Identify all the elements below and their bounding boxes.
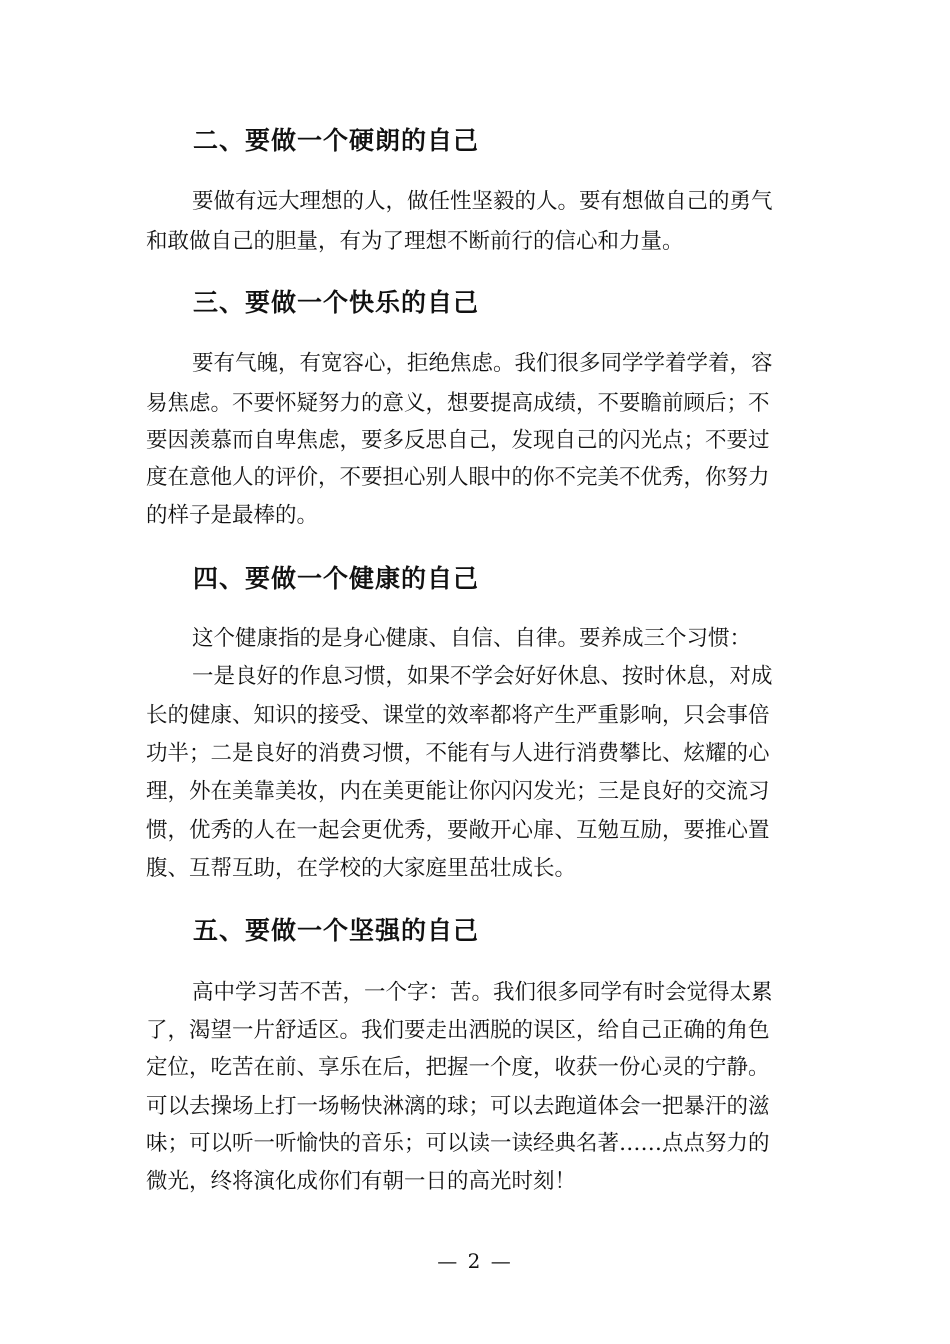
section-heading-5: 五、要做一个坚强的自己 — [193, 916, 480, 945]
paragraph-line: 一是良好的作息习惯，如果不学会好好休息、按时休息，对成 — [192, 664, 773, 689]
paragraph-line: 的样子是最棒的。 — [146, 503, 319, 528]
paragraph-line: 可以去操场上打一场畅快淋漓的球；可以去跑道体会一把暴汗的滋 — [146, 1094, 770, 1119]
paragraph-line: 高中学习苦不苦，一个字：苦。我们很多同学有时会觉得太累 — [192, 980, 773, 1005]
paragraph-line: 长的健康、知识的接受、课堂的效率都将产生严重影响，只会事倍 — [146, 703, 770, 728]
paragraph-line: 度在意他人的评价，不要担心别人眼中的你不完美不优秀，你努力 — [146, 465, 770, 490]
paragraph-line: 定位，吃苦在前、享乐在后，把握一个度，收获一份心灵的宁静。 — [146, 1055, 770, 1080]
paragraph-line: 微光，终将演化成你们有朝一日的高光时刻！ — [146, 1169, 577, 1194]
paragraph-line: 惯，优秀的人在一起会更优秀，要敞开心扉、互勉互励，要推心置 — [146, 818, 770, 843]
paragraph-line: 理，外在美靠美妆，内在美更能让你闪闪发光；三是良好的交流习 — [146, 779, 770, 804]
paragraph-line: 要有气魄，有宽容心，拒绝焦虑。我们很多同学学着学着，容 — [192, 351, 773, 376]
paragraph-line: 腹、互帮互助，在学校的大家庭里茁壮成长。 — [146, 856, 577, 881]
page-number: — 2 — — [437, 1249, 513, 1273]
paragraph-line: 要做有远大理想的人，做任性坚毅的人。要有想做自己的勇气 — [192, 189, 773, 214]
section-heading-2: 二、要做一个硬朗的自己 — [193, 126, 480, 155]
paragraph-line: 功半；二是良好的消费习惯，不能有与人进行消费攀比、炫耀的心 — [146, 741, 770, 766]
paragraph-line: 味；可以听一听愉快的音乐；可以读一读经典名著……点点努力的 — [146, 1131, 770, 1156]
paragraph-line: 和敢做自己的胆量，有为了理想不断前行的信心和力量。 — [146, 229, 684, 254]
paragraph-line: 这个健康指的是身心健康、自信、自律。要养成三个习惯： — [192, 626, 752, 651]
paragraph-line: 了，渴望一片舒适区。我们要走出洒脱的误区，给自己正确的角色 — [146, 1018, 770, 1043]
section-heading-4: 四、要做一个健康的自己 — [193, 564, 480, 593]
paragraph-line: 要因羡慕而自卑焦虑，要多反思自己，发现自己的闪光点；不要过 — [146, 428, 770, 453]
section-heading-3: 三、要做一个快乐的自己 — [193, 288, 480, 317]
paragraph-line: 易焦虑。不要怀疑努力的意义，想要提高成绩，不要瞻前顾后；不 — [146, 391, 770, 416]
